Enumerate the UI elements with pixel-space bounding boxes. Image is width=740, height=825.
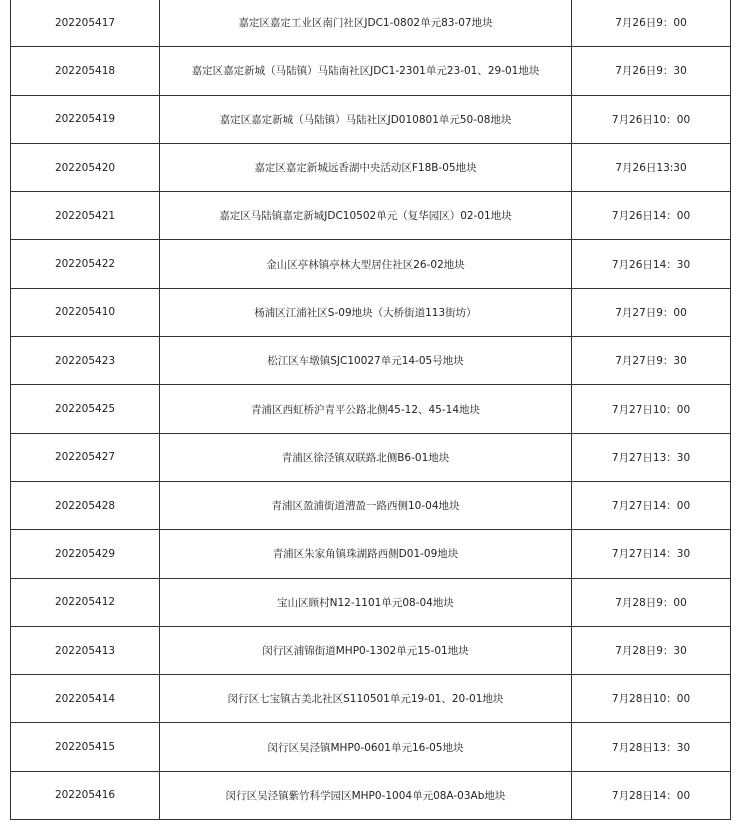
plot-location-cell: 杨浦区江浦社区S-09地块（大桥街道113街坊） [160,288,572,336]
auction-time-cell: 7月27日9：00 [572,288,731,336]
auction-time-cell: 7月26日9：30 [572,47,731,95]
plot-location-cell: 青浦区西虹桥沪青平公路北侧45-12、45-14地块 [160,385,572,433]
plot-number-cell: 202205427 [11,433,160,481]
table-row [11,723,731,771]
table-row [11,337,731,385]
table-row [11,47,731,95]
auction-time-cell: 7月28日9：00 [572,578,731,626]
plot-number-cell: 202205429 [11,530,160,578]
auction-time-cell: 7月26日9：00 [572,0,731,47]
table-row [11,192,731,240]
plot-location-cell: 嘉定区嘉定新城远香湖中央活动区F18B-05地块 [160,143,572,191]
auction-time-cell: 7月27日9：30 [572,337,731,385]
auction-time-cell: 7月26日10：00 [572,95,731,143]
table-row [11,95,731,143]
auction-time-cell: 7月26日13:30 [572,143,731,191]
auction-time-cell: 7月27日14：00 [572,481,731,529]
table-row [11,143,731,191]
plot-location-cell: 松江区车墩镇SJC10027单元14-05号地块 [160,337,572,385]
auction-time-cell: 7月28日13：30 [572,723,731,771]
table-row [11,385,731,433]
auction-time-cell: 7月28日9：30 [572,626,731,674]
plot-number-cell: 202205412 [11,578,160,626]
plot-location-cell: 嘉定区嘉定新城（马陆镇）马陆南社区JDC1-2301单元23-01、29-01地块 [160,47,572,95]
table-row [11,0,731,47]
plot-location-cell: 青浦区盈浦街道漕盈一路西侧10-04地块 [160,481,572,529]
table-row [11,288,731,336]
plot-location-cell: 青浦区朱家角镇珠湖路西侧D01-09地块 [160,530,572,578]
plot-number-cell: 202205422 [11,240,160,288]
plot-number-cell: 202205428 [11,481,160,529]
plot-location-cell: 青浦区徐泾镇双联路北侧B6-01地块 [160,433,572,481]
table-row [11,675,731,723]
plot-location-cell: 嘉定区马陆镇嘉定新城JDC10502单元（复华园区）02-01地块 [160,192,572,240]
plot-location-cell: 闵行区吴泾镇紫竹科学园区MHP0-1004单元08A-03Ab地块 [160,771,572,819]
plot-location-cell: 金山区亭林镇亭林大型居住社区26-02地块 [160,240,572,288]
plot-location-cell: 宝山区顾村N12-1101单元08-04地块 [160,578,572,626]
table-row [11,626,731,674]
table-body [11,0,731,820]
plot-number-cell: 202205419 [11,95,160,143]
plot-number-cell: 202205413 [11,626,160,674]
land-auction-schedule-table [10,0,731,820]
plot-location-cell: 嘉定区嘉定新城（马陆镇）马陆社区JD010801单元50-08地块 [160,95,572,143]
plot-number-cell: 202205421 [11,192,160,240]
plot-number-cell: 202205417 [11,0,160,47]
table-row [11,530,731,578]
auction-time-cell: 7月27日10：00 [572,385,731,433]
table-row [11,578,731,626]
plot-location-cell: 闵行区浦锦街道MHP0-1302单元15-01地块 [160,626,572,674]
auction-time-cell: 7月28日14：00 [572,771,731,819]
plot-number-cell: 202205425 [11,385,160,433]
auction-time-cell: 7月26日14：00 [572,192,731,240]
auction-time-cell: 7月28日10：00 [572,675,731,723]
plot-number-cell: 202205420 [11,143,160,191]
auction-time-cell: 7月27日14：30 [572,530,731,578]
auction-time-cell: 7月26日14：30 [572,240,731,288]
plot-number-cell: 202205418 [11,47,160,95]
plot-number-cell: 202205415 [11,723,160,771]
plot-location-cell: 闵行区七宝镇古美北社区S110501单元19-01、20-01地块 [160,675,572,723]
plot-location-cell: 闵行区吴泾镇MHP0-0601单元16-05地块 [160,723,572,771]
table-row [11,240,731,288]
table-row [11,481,731,529]
plot-number-cell: 202205416 [11,771,160,819]
plot-number-cell: 202205414 [11,675,160,723]
plot-number-cell: 202205423 [11,337,160,385]
table-row [11,433,731,481]
plot-number-cell: 202205410 [11,288,160,336]
plot-location-cell: 嘉定区嘉定工业区南门社区JDC1-0802单元83-07地块 [160,0,572,47]
table-row [11,771,731,819]
auction-time-cell: 7月27日13：30 [572,433,731,481]
